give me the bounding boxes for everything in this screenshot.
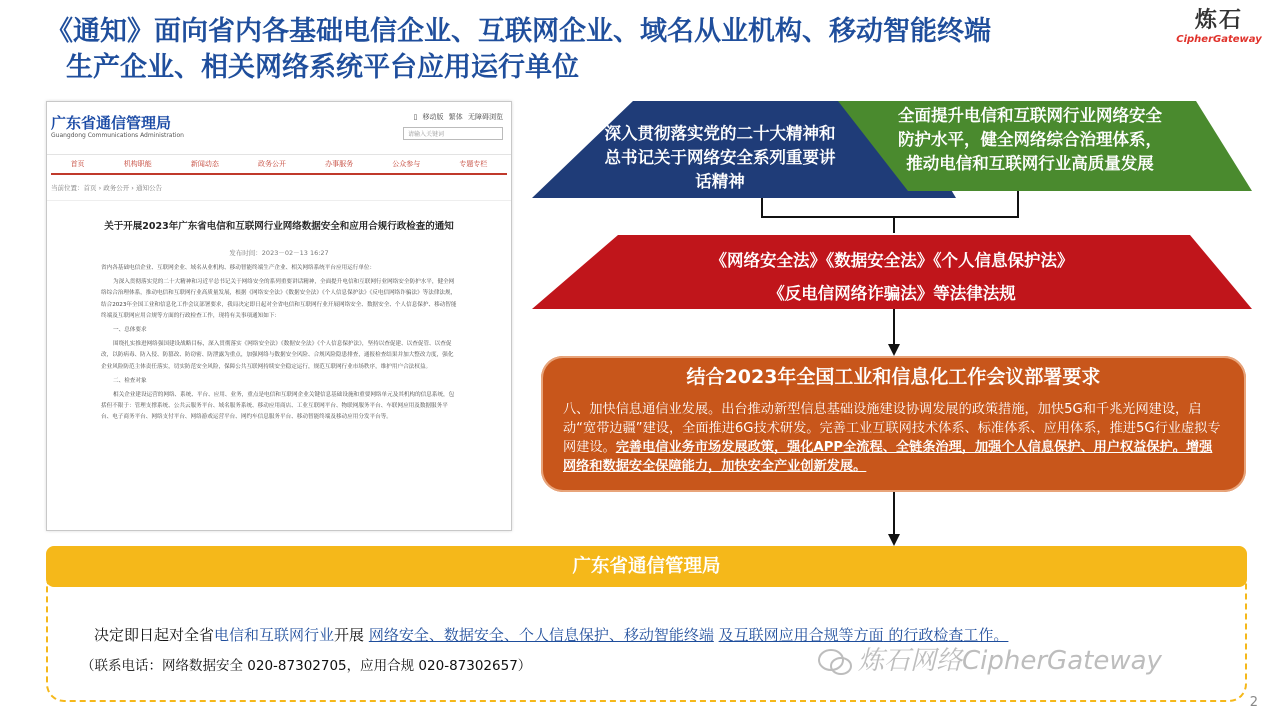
decision-prefix: 决定即日起对全省 xyxy=(94,626,215,644)
doc-nav-news[interactable]: 新闻动态 xyxy=(190,160,219,168)
laws-line-1: 《网络安全法》《数据安全法》《个人信息保护法》 xyxy=(710,251,1074,270)
doc-search-input[interactable]: 请输入关键词 xyxy=(403,127,503,140)
conference-text xyxy=(541,390,1246,476)
page-number: 2 xyxy=(1249,695,1258,710)
arrow-head-3 xyxy=(888,534,900,546)
doc-nav-home[interactable]: 首页 xyxy=(70,160,85,168)
doc-link-mobile[interactable]: 移动版 xyxy=(422,113,444,121)
doc-nav-services[interactable]: 办事服务 xyxy=(325,160,354,168)
watermark xyxy=(818,640,1162,677)
doc-nav-functions[interactable]: 机构职能 xyxy=(123,160,152,168)
doc-link-accessible[interactable]: 无障碍浏览 xyxy=(468,113,503,121)
decision-mid: 开展 xyxy=(334,626,369,644)
contact-phones: （联系电话：网络数据安全 020-87302705，应用合规 020-87302657） xyxy=(81,658,532,674)
mobile-icon: ▯ xyxy=(413,113,418,121)
title-line-1: 《通知》面向省内各基础电信企业、互联网企业、域名从业机构、移动智能终端 xyxy=(46,16,991,47)
doc-breadcrumb: 当前位置：首页 › 政务公开 › 通知公告 xyxy=(47,175,511,201)
doc-paragraph: 相关企业建设运营的网络、系统、平台、应用、业务，重点是电信和互联网企业关键信息基础设施和重要网络单元及其机构的信息系统，包括但不限于：管理支撑系统、公共云服务平台、域名服务系统、移动应用商店、工业互联网平台、物联网服务平台、车联网应用及数据服务平台、电子商务平台、网络支付平台、网络游戏运营平台、网约车信息服务平台、移动智能终端及移动应用分发平台等。 xyxy=(101,392,455,421)
doc-paragraph: 围绕扎实推进网络强国建设战略目标，深入贯彻落实《网络安全法》《数据安全法》《个人信息保护法》，坚持以查促建、以查促管、以查促改，以防病毒、防入侵、防篡改、防窃密、防泄露为重点，加强网络与数据安全风险、合规风险隐患排查，通报检查结果并加大整改力度，强化企业风险防范主体责任落实，切实防范安全风险，保障公共互联网持续安全稳定运行，规范互联网行业市场秩序，维护用户合法权益。 xyxy=(101,341,454,370)
doc-date: 发布时间：2023－02－13 16:27 xyxy=(229,249,329,257)
doc-section-heading: 二、检查对象 xyxy=(113,377,147,384)
authority-bar: 广东省通信管理局 xyxy=(46,546,1247,587)
decision-industry: 电信和互联网行业 xyxy=(214,626,335,644)
doc-org-name: 广东省通信管理局 xyxy=(51,114,172,132)
title-line-2: 生产企业、相关网络系统平台应用运行单位 xyxy=(66,52,579,83)
wechat-icon xyxy=(818,648,852,676)
arrow-head-2 xyxy=(888,344,900,356)
decision-suffix: 的行政检查工作。 xyxy=(883,626,1009,644)
doc-paragraph: 为深入贯彻落实党的二十大精神和习近平总书记关于网络安全的系列重要讲话精神，全面提升电信和互联网行业网络安全防护水平，健全网络综合治理体系，推动电信和互联网行业高质量发展，根据《网络安全法》《数据安全法》《个人信息保护法》《反电信网络诈骗法》等法律法规，结合2023年全国工业和信息化工作会议部署要求，我局决定即日起对全省电信和互联网行业开展网络安全、数据安全、个人信息保护、移动智能终端及互联网应用合规等方面的行政检查工作，现将有关事项通知如下： xyxy=(101,279,457,319)
conference-requirements-box xyxy=(541,356,1246,492)
doc-salutation: 省内各基础电信企业、互联网企业、域名从业机构、移动智能终端生产企业、相关网络系统平台应用运行单位： xyxy=(101,265,376,271)
green-triangle-text: 全面提升电信和互联网行业网络安全防护水平，健全网络综合治理体系，推动电信和互联网行业高质量发展 xyxy=(898,106,1162,173)
logo-cn: 炼石 xyxy=(1194,8,1243,33)
conference-title: 结合2023年全国工业和信息化工作会议部署要求 xyxy=(686,366,1101,388)
doc-org-name-en: Guangdong Communications Administration xyxy=(51,132,184,139)
decision-scope-2: 及互联网应用合规等方面 xyxy=(718,626,884,644)
doc-link-traditional[interactable]: 繁体 xyxy=(448,113,463,121)
authority-decision-panel xyxy=(46,546,1247,702)
doc-nav-participation[interactable]: 公众参与 xyxy=(392,160,421,168)
watermark-text: 炼石网络CipherGateway xyxy=(858,646,1162,676)
doc-title: 关于开展2023年广东省电信和互联网行业网络数据安全和应用合规行政检查的通知 xyxy=(104,221,454,232)
conference-text-highlight: 完善电信业务市场发展政策，强化APP全流程、全链条治理，加强个人信息保护、用户权益保护。增强网络和数据安全保障能力，加快安全产业创新发展。 xyxy=(563,440,1213,474)
navy-triangle-text: 深入贯彻落实党的二十大精神和总书记关于网络安全系列重要讲话精神 xyxy=(604,124,836,191)
laws-line-2: 《反电信网络诈骗法》等法律法规 xyxy=(768,284,1016,303)
doc-nav-topics[interactable]: 专题专栏 xyxy=(459,160,488,168)
conference-text-plain: 八、加快信息通信业发展。出台推动新型信息基础设施建设协调发展的政策措施，加快5G和千兆光网建设，启动“宽带边疆”建设，全面推进6G技术研发。完善工业互联网技术体系、标准体系、应用体系，推进5G行业虚拟专网建设。 xyxy=(563,402,1221,455)
decision-scope-1: 网络安全、数据安全、个人信息保护、移动智能终端 xyxy=(368,626,714,644)
doc-section-heading: 一、总体要求 xyxy=(113,327,147,334)
logo-en: CipherGateway xyxy=(1176,34,1262,45)
doc-nav-affairs[interactable]: 政务公开 xyxy=(257,160,286,168)
